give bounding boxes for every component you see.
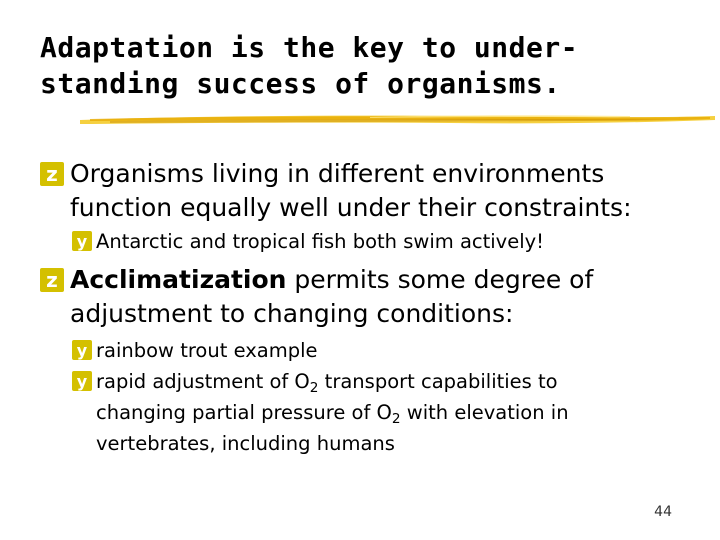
subscript: 2 — [391, 411, 401, 428]
sub-bullet-antarctic — [72, 226, 544, 257]
title-underline-brush-stroke — [70, 104, 720, 134]
y-bullet-icon: y — [72, 340, 92, 360]
sub-bullet-text: Antarctic and tropical fish both swim actively! — [96, 230, 544, 253]
sub-bullet-text — [96, 366, 569, 459]
sub-bullet-line-1 — [96, 366, 569, 397]
y-bullet-icon: y — [72, 231, 92, 251]
bullet-text — [70, 263, 593, 331]
text-segment: changing partial pressure of O — [96, 401, 392, 424]
bullet-text-line-1: Organisms living in different environments — [70, 159, 605, 188]
text-segment: rapid adjustment of O — [96, 370, 310, 393]
sub-bullet-line-2 — [96, 397, 569, 428]
slide-title-line-1: Adaptation is the key to under- — [40, 31, 579, 64]
y-bullet-icon: y — [72, 371, 92, 391]
bold-term: Acclimatization — [70, 265, 287, 294]
bullet-text-line-2: function equally well under their constraints: — [70, 193, 632, 222]
sub-bullet-text: rainbow trout example — [96, 339, 318, 362]
bullet-text-line-1-rest: permits some degree of — [286, 265, 594, 294]
text-segment: transport capabilities to — [318, 370, 558, 393]
bullet-text-line-1 — [70, 263, 593, 297]
sub-bullet-rainbow-trout — [72, 335, 318, 366]
z-bullet-icon: z — [40, 162, 64, 186]
bullet-text-line-2: adjustment to changing conditions: — [70, 299, 514, 328]
sub-bullet-o2-transport — [72, 366, 569, 459]
bullet-text — [70, 157, 632, 225]
bullet-organisms — [40, 157, 632, 225]
text-segment: with elevation in — [400, 401, 569, 424]
bullet-acclimatization — [40, 263, 593, 331]
slide-title — [40, 30, 680, 102]
subscript: 2 — [309, 380, 319, 397]
sub-bullet-line-3: vertebrates, including humans — [96, 432, 395, 455]
z-bullet-icon: z — [40, 268, 64, 292]
slide-title-line-2: standing success of organisms. — [40, 67, 561, 100]
page-number: 44 — [654, 504, 672, 520]
